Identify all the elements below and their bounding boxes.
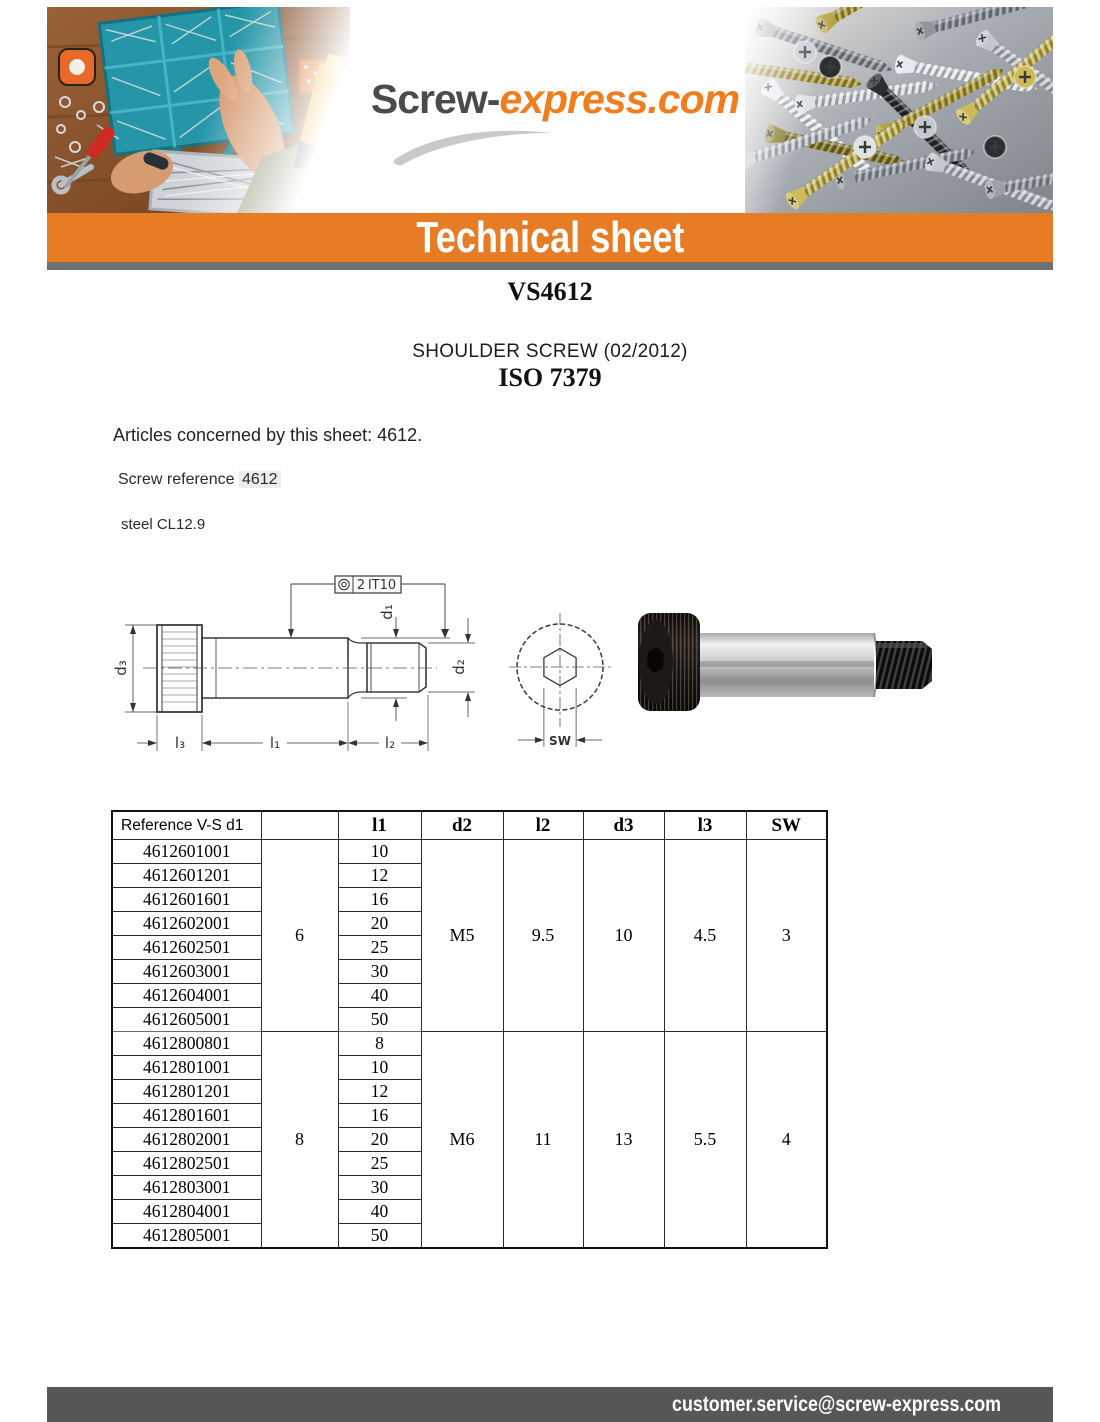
l1-cell: 30 — [338, 960, 421, 984]
l1-cell: 25 — [338, 936, 421, 960]
workbench-photo — [47, 7, 350, 213]
logo-swoosh-icon — [390, 124, 555, 166]
callout-datum: 2 — [356, 578, 366, 593]
d3-cell: 10 — [583, 840, 664, 1032]
d2-cell: M5 — [421, 840, 503, 1032]
page-subtitle: SHOULDER SCREW (02/2012) — [412, 341, 688, 362]
dim-d1 — [361, 617, 450, 721]
label-d2: d₂ — [450, 659, 468, 675]
label-l3: l₃ — [174, 734, 186, 752]
reference-cell: 4612601601 — [112, 888, 261, 912]
end-view — [509, 613, 611, 747]
reference-cell: 4612601001 — [112, 840, 261, 864]
l2-cell: 11 — [503, 1032, 583, 1249]
label-l1: l₁ — [269, 734, 281, 752]
reference-cell: 4612801201 — [112, 1080, 261, 1104]
d1-cell: 8 — [261, 1032, 338, 1249]
label-l2: l₂ — [384, 734, 396, 752]
reference-cell: 4612803001 — [112, 1176, 261, 1200]
technical-drawing — [85, 555, 615, 767]
reference-cell: 4612602001 — [112, 912, 261, 936]
divider-strip — [47, 262, 1053, 270]
articles-line: Articles concerned by this sheet: 4612. — [113, 425, 423, 445]
label-sw: SW — [549, 734, 571, 748]
l1-cell: 40 — [338, 1200, 421, 1224]
reference-cell: 4612800801 — [112, 1032, 261, 1056]
l1-cell: 10 — [338, 840, 421, 864]
shoulder-screw-photo — [630, 603, 940, 728]
sw-cell: 3 — [746, 840, 827, 1032]
screw-reference-label: Screw reference — [118, 471, 235, 488]
banner-title: Technical sheet — [415, 212, 685, 262]
screw-reference-line — [118, 471, 281, 489]
reference-cell: 4612603001 — [112, 960, 261, 984]
column-header-5: d3 — [583, 811, 664, 840]
logo-text-orange: express.com — [499, 76, 740, 122]
column-header-0: Reference V-S d1 — [112, 811, 261, 840]
sw-cell: 4 — [746, 1032, 827, 1249]
column-header-2: l1 — [338, 811, 421, 840]
concentricity-icon — [339, 579, 349, 589]
standard-reference: ISO 7379 — [498, 363, 602, 392]
l1-cell: 20 — [338, 1128, 421, 1152]
banner — [47, 213, 1053, 262]
reference-cell: 4612801601 — [112, 1104, 261, 1128]
reference-cell: 4612802001 — [112, 1128, 261, 1152]
brand-logo — [340, 76, 770, 128]
footer-bar — [47, 1387, 1053, 1422]
column-header-1 — [261, 811, 338, 840]
callout-grade: IT10 — [367, 578, 397, 593]
screws-pile-photo — [745, 7, 1053, 213]
l1-cell: 16 — [338, 1104, 421, 1128]
logo-text-gray: Screw- — [370, 76, 500, 122]
reference-cell: 4612804001 — [112, 1200, 261, 1224]
column-header-7: SW — [746, 811, 827, 840]
spec-table — [111, 810, 828, 1249]
screw-reference-value: 4612 — [239, 471, 281, 488]
column-header-3: d2 — [421, 811, 503, 840]
reference-cell: 4612605001 — [112, 1008, 261, 1032]
l1-cell: 25 — [338, 1152, 421, 1176]
l1-cell: 10 — [338, 1056, 421, 1080]
label-d3: d₃ — [112, 660, 130, 676]
d3-cell: 13 — [583, 1032, 664, 1249]
l1-cell: 8 — [338, 1032, 421, 1056]
l1-cell: 40 — [338, 984, 421, 1008]
l2-cell: 9.5 — [503, 840, 583, 1032]
l1-cell: 50 — [338, 1224, 421, 1249]
d2-cell: M6 — [421, 1032, 503, 1249]
column-header-6: l3 — [664, 811, 746, 840]
l1-cell: 30 — [338, 1176, 421, 1200]
reference-cell: 4612601201 — [112, 864, 261, 888]
label-d1: d₁ — [378, 604, 396, 620]
l3-cell: 5.5 — [664, 1032, 746, 1249]
page-title: VS4612 — [507, 277, 593, 306]
l3-cell: 4.5 — [664, 840, 746, 1032]
reference-cell: 4612805001 — [112, 1224, 261, 1249]
d1-cell: 6 — [261, 840, 338, 1032]
l1-cell: 20 — [338, 912, 421, 936]
column-header-4: l2 — [503, 811, 583, 840]
reference-cell: 4612602501 — [112, 936, 261, 960]
reference-cell: 4612802501 — [112, 1152, 261, 1176]
reference-cell: 4612801001 — [112, 1056, 261, 1080]
l1-cell: 12 — [338, 1080, 421, 1104]
contact-email: customer.service@screw-express.com — [672, 1392, 1001, 1416]
l1-cell: 50 — [338, 1008, 421, 1032]
material-line: steel CL12.9 — [121, 516, 206, 533]
reference-cell: 4612604001 — [112, 984, 261, 1008]
l1-cell: 16 — [338, 888, 421, 912]
l1-cell: 12 — [338, 864, 421, 888]
